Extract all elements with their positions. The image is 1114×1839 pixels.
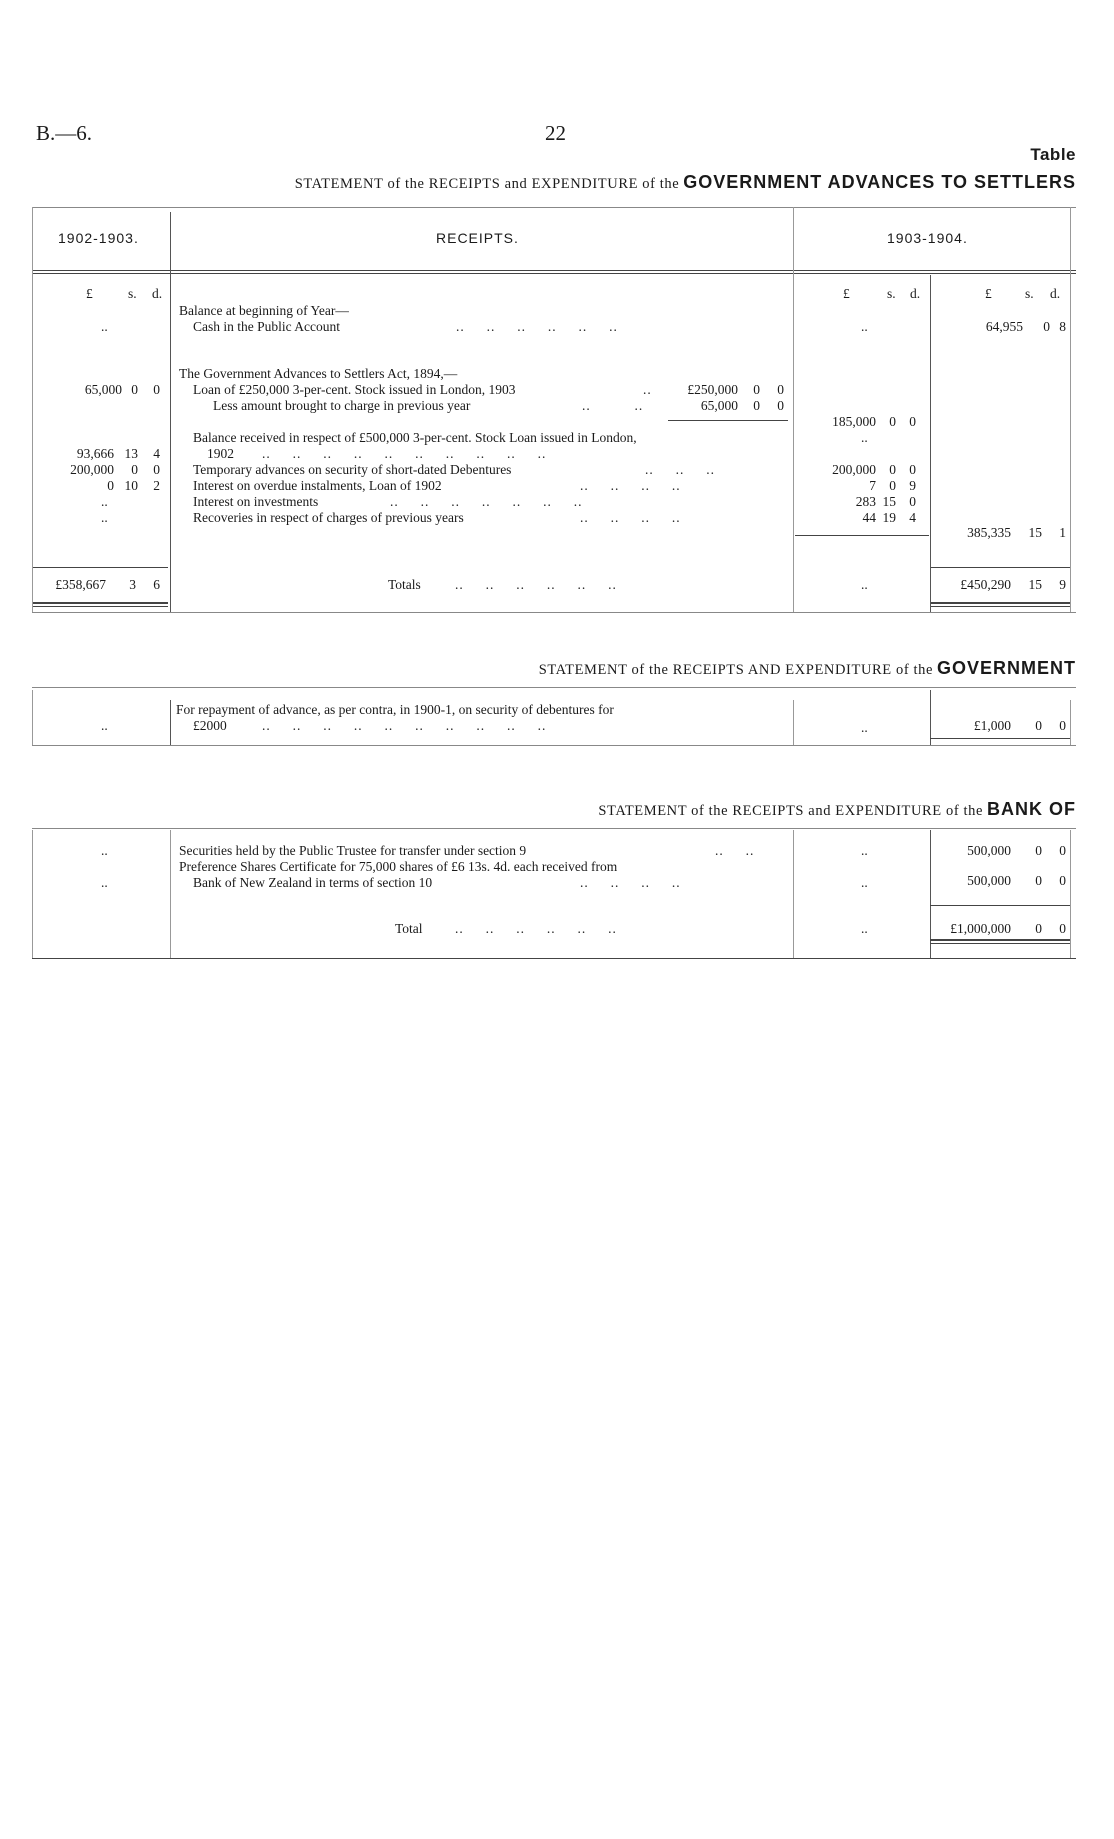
leader-dots: .. [643,382,652,397]
unit-pound-right: £ [985,286,992,301]
row-loan-amount-shillings: 0 [753,382,760,397]
leader-dots: .. .. [582,398,644,413]
left-value-pence: 4 [153,446,160,461]
totals-left-pounds: £358,667 [55,577,106,592]
subtotal-right-pence: 1 [1059,525,1066,540]
row-net-mid-pounds: 185,000 [832,414,876,429]
row-interest-invest-label: Interest on investments [193,494,319,509]
totals-left-pence: 6 [153,577,160,592]
row-less-amount-pounds: 65,000 [700,398,738,413]
row-less-amount-shillings: 0 [753,398,760,413]
row-cash-right-pounds: 64,955 [985,319,1023,334]
row-temp-label: Temporary advances on security of short-dated Debentures [193,462,512,477]
section3-total-right-shillings: 0 [1035,921,1042,936]
row-loan-amount-pence: 0 [777,382,784,397]
row-cash-left: .. [101,319,108,334]
unit-pound-left: £ [86,286,93,301]
section3-row1-text: Securities held by the Public Trustee for transfer under section 9 [179,843,527,858]
left-value-pounds: 93,666 [76,446,114,461]
section3-row2-text-1: Preference Shares Certificate for 75,000 shares of £6 13s. 4d. each received from [179,859,618,874]
left-value-shillings: 0 [131,462,138,477]
row-interest-overdue-label: Interest on overdue instalments, Loan of 1902 [193,478,442,493]
leader-dots: .. .. .. .. .. .. .. [390,494,583,509]
leader-dots: .. .. .. .. .. .. .. .. .. .. [262,718,547,733]
totals-right-pence: 9 [1059,577,1066,592]
section2-right-pence: 0 [1059,718,1066,733]
leader-dots: .. .. .. .. [580,875,681,890]
section3-row1-right-pence: 0 [1059,843,1066,858]
totals-right-shillings: 15 [1028,577,1042,592]
left-value-shillings: 13 [124,446,138,461]
section1-title [295,172,1076,193]
mid-value-pounds: 44 [862,510,876,525]
mid-value-pence: 9 [909,478,916,493]
row-balance-heading: Balance at beginning of Year— [179,303,349,318]
row-balance-received-2: 1902 [207,446,234,461]
section2-title-prefix: STATEMENT of the RECEIPTS AND EXPENDITURE of the [538,662,933,678]
leader-dots: .. .. .. .. .. .. .. .. .. .. [262,446,547,461]
left-value-pounds: 0 [107,478,114,493]
left-value-empty: .. [101,510,108,525]
section3-row1-right-shillings: 0 [1035,843,1042,858]
mid-value-pence: 0 [909,462,916,477]
totals-left-shillings: 3 [129,577,136,592]
section2-title [539,658,1076,679]
row-act-label: The Government Advances to Settlers Act, 1894,— [179,366,458,381]
col-header-receipts: RECEIPTS. [436,230,519,246]
row-less-label: Less amount brought to charge in previous year [213,398,471,413]
totals-right-pounds: £450,290 [960,577,1011,592]
section3-title [598,799,1076,820]
row-net-mid-shillings: 0 [889,414,896,429]
section3-row1-left: .. [101,843,108,858]
section3-total-label: Total [395,921,423,936]
leader-dots: .. .. .. .. [580,510,681,525]
leader-dots: .. .. .. .. .. .. [455,577,617,592]
totals-mid: .. [861,577,868,592]
mid-value-pence: 4 [909,510,916,525]
mid-value-shillings: 15 [882,494,896,509]
section2-title-bold: GOVERNMENT [936,658,1076,678]
mid-value-shillings: 0 [889,478,896,493]
section3-row1-mid: .. [861,843,868,858]
section3-total-mid: .. [861,921,868,936]
left-value-pence: 2 [153,478,160,493]
unit-pound-mid: £ [843,286,850,301]
mid-value-shillings: 19 [882,510,896,525]
subtotal-right-shillings: 15 [1028,525,1042,540]
section3-total-right-pence: 0 [1059,921,1066,936]
leader-dots: .. .. .. .. .. .. [455,921,617,936]
unit-shilling-mid: s. [887,286,896,301]
row-net-mid-pence: 0 [909,414,916,429]
row-less-amount-pence: 0 [777,398,784,413]
section3-row2-left: .. [101,875,108,890]
leader-dots: .. .. .. .. [580,478,681,493]
mid-value-pence: 0 [909,494,916,509]
mid-value-pounds: 200,000 [832,462,876,477]
section3-row2-right-pounds: 500,000 [967,873,1011,888]
section3-row2-text-2: Bank of New Zealand in terms of section 10 [193,875,433,890]
section3-row2-right-shillings: 0 [1035,873,1042,888]
section2-mid: .. [861,720,868,735]
section1-title-prefix: STATEMENT of the RECEIPTS and EXPENDITURE of the [294,176,680,192]
section2-right-shillings: 0 [1035,718,1042,733]
row-cash-right-shillings: 0 [1043,319,1050,334]
col-header-1903: 1903-1904. [887,230,968,246]
left-value-empty: .. [101,494,108,509]
page-ref: B.—6. [36,121,93,145]
section3-title-bold: BANK OF [987,799,1076,819]
page-number: 22 [545,121,566,145]
row-loan-left-shillings: 0 [131,382,138,397]
section2-line1: For repayment of advance, as per contra, in 1900-1, on security of debentures for [176,702,614,717]
section3-row2-mid: .. [861,875,868,890]
row-loan-amount-pounds: £250,000 [687,382,738,397]
row-recoveries-label: Recoveries in respect of charges of previous years [193,510,464,525]
leader-dots: .. .. .. .. .. .. [456,319,618,334]
unit-pence-mid: d. [910,286,921,301]
unit-shilling-left: s. [128,286,137,301]
totals-label: Totals [388,577,421,592]
row-loan-label: Loan of £250,000 3-per-cent. Stock issued in London, 1903 [193,382,516,397]
section3-total-right-pounds: £1,000,000 [950,921,1011,936]
section1-title-bold: GOVERNMENT ADVANCES TO SETTLERS [683,172,1076,192]
section2-line2: £2000 [193,718,227,733]
left-value-shillings: 10 [124,478,138,493]
subtotal-right-pounds: 385,335 [967,525,1011,540]
unit-pence-right: d. [1050,286,1061,301]
table-label: Table [1030,145,1076,164]
col-header-1902: 1902-1903. [58,230,139,246]
section2-right-pounds: £1,000 [973,718,1011,733]
row-cash-right-pence: 8 [1059,319,1066,334]
mid-value-pounds: 283 [855,494,876,509]
left-value-pounds: 200,000 [70,462,114,477]
section3-title-prefix: STATEMENT of the RECEIPTS and EXPENDITURE of the [598,803,983,819]
row-balance-received-mid: .. [861,430,868,445]
row-loan-left-pounds: 65,000 [84,382,122,397]
unit-shilling-right: s. [1025,286,1034,301]
mid-value-shillings: 0 [889,462,896,477]
row-loan-left-pence: 0 [153,382,160,397]
section2-left: .. [101,718,108,733]
leader-dots: .. .. [715,843,755,858]
leader-dots: .. .. .. [645,462,715,477]
unit-pence-left: d. [152,286,163,301]
row-cash-label: Cash in the Public Account [193,319,340,334]
row-cash-mid: .. [861,319,868,334]
left-value-pence: 0 [153,462,160,477]
row-balance-received-1: Balance received in respect of £500,000 3-per-cent. Stock Loan issued in London, [193,430,637,445]
mid-value-pounds: 7 [869,478,876,493]
section3-row2-right-pence: 0 [1059,873,1066,888]
section3-row1-right-pounds: 500,000 [967,843,1011,858]
